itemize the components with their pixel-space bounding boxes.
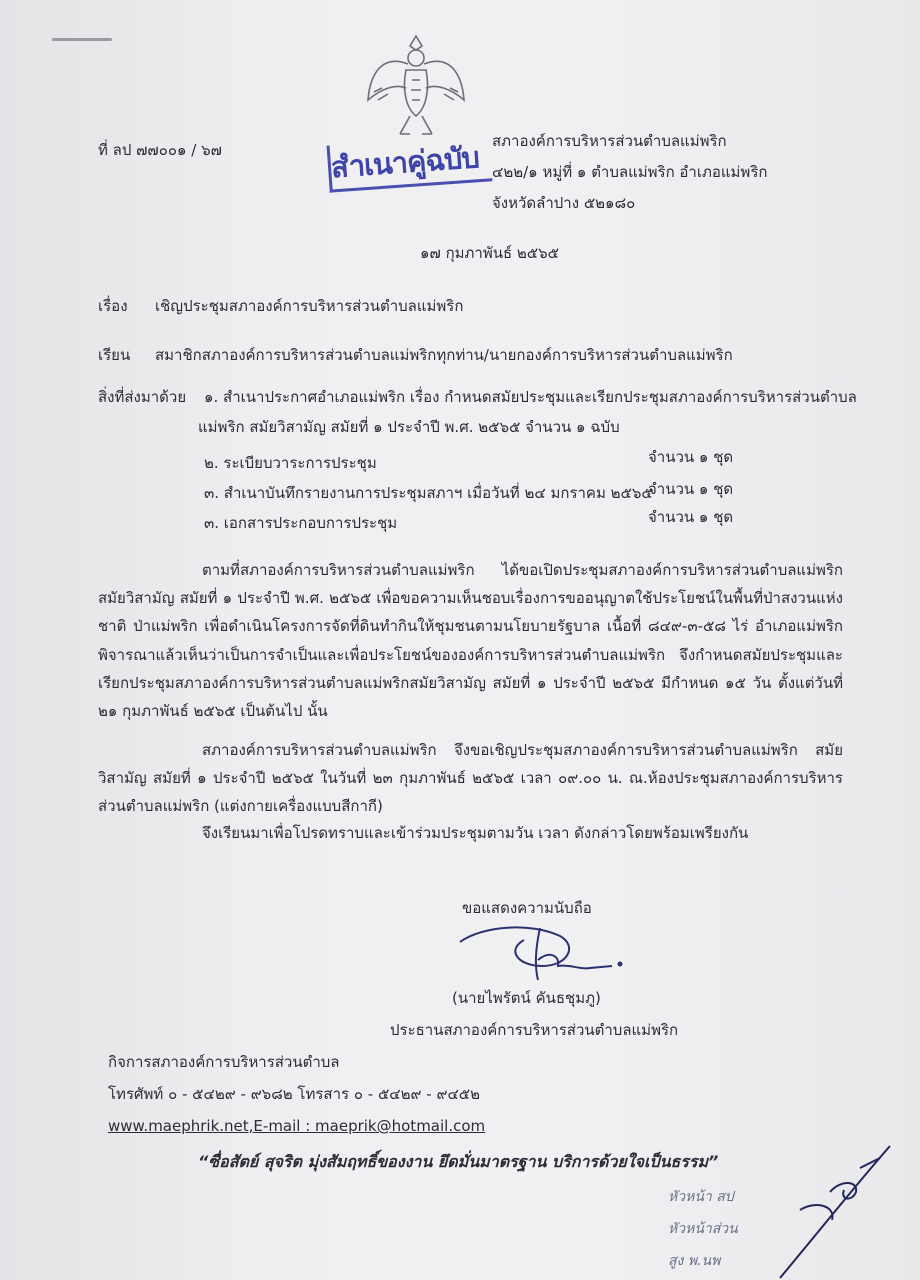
footer-website-email[interactable]: www.maephrik.net,E-mail : maeprik@hotmail.com xyxy=(108,1117,486,1135)
document-date: ๑๗ กุมภาพันธ์ ๒๕๖๕ xyxy=(420,244,560,262)
body-paragraph-3: จึงเรียนมาเพื่อโปรดทราบและเข้าร่วมประชุมตามวัน เวลา ดังกล่าวโดยพร้อมเพรียงกัน xyxy=(202,824,749,842)
body-paragraph-2: สภาองค์การบริหารส่วนตำบลแม่พริก จึงขอเชิญประชุมสภาองค์การบริหารส่วนตำบลแม่พริก สมัยวิสามัญ สมัยที่ ๑ ประจำปี ๒๕๖๕ ในวันที่ ๒๓ กุมภาพันธ์ ๒๕๖๕ เวลา ๐๙.๐๐ น. ณ.ห้องประชุมสภาองค์การบริหารส่วนตำบลแม่พริก (แต่งกายเครื่องแบบสีกากี) xyxy=(98,741,843,816)
body-paragraph-1: ตามที่สภาองค์การบริหารส่วนตำบลแม่พริก ได้ขอเปิดประชุมสภาองค์การบริหารส่วนตำบลแม่พริก สมัยวิสามัญ สมัยที่ ๑ ประจำปี พ.ศ. ๒๕๖๕ เพื่อขอความเห็นชอบเรื่องการขออนุญาตใช้ประโยชน์ในพื้นที่ป่าสงวนแห่งชาติ ป่าแม่พริก เพื่อดำเนินโครงการจัดที่ดินทำกินให้ชุมชนตามนโยบายรัฐบาล เนื้อที่ ๘๔๙-๓-๕๘ ไร่ อำเภอแม่พริกพิจารณาแล้วเห็นว่าเป็นการจำเป็นและเพื่อประโยชน์ขององค์การบริหารส่วนตำบลแม่พริก จึงกำหนดสมัยประชุมและเรียกประชุมสภาองค์การบริหารส่วนตำบลแม่พริกสมัยวิสามัญ สมัยที่ ๑ ประจำปี ๒๕๖๕ มีกำหนด ๑๕ วัน ตั้งแต่วันที่ ๒๑ กุมภาพันธ์ ๒๕๖๕ เป็นต้นไป นั้น xyxy=(98,561,843,721)
garuda-emblem xyxy=(362,30,470,142)
handwritten-initials xyxy=(740,1140,910,1280)
address-line-2: ๔๒๒/๑ หมู่ที่ ๑ ตำบลแม่พริก อำเภอแม่พริก xyxy=(492,163,768,181)
subject-text: เชิญประชุมสภาองค์การบริหารส่วนตำบลแม่พริก xyxy=(155,297,464,315)
subject-label: เรื่อง xyxy=(98,297,128,315)
routing-note-2: หัวหน้าส่วน xyxy=(668,1221,738,1237)
recipient-label: เรียน xyxy=(98,346,131,364)
enclosure-item-4-qty: จำนวน ๑ ชุด xyxy=(648,508,734,526)
recipient-text: สมาชิกสภาองค์การบริหารส่วนตำบลแม่พริกทุกท่าน/นายกองค์การบริหารส่วนตำบลแม่พริก xyxy=(155,346,733,364)
closing-salutation: ขอแสดงความนับถือ xyxy=(462,899,592,917)
reference-number: ที่ ลป ๗๗๐๐๑ / ๖๗ xyxy=(98,141,222,159)
enclosure-item-2-qty: จำนวน ๑ ชุด xyxy=(648,448,734,466)
copy-stamp: สำเนาคู่ฉบับ xyxy=(327,134,493,192)
footer-motto: “ซื่อสัตย์ สุจริต มุ่งสัมฤทธิ์ของงาน ยึดมั่นมาตรฐาน บริการด้วยใจเป็นธรรม” xyxy=(198,1152,719,1171)
address-line-1: สภาองค์การบริหารส่วนตำบลแม่พริก xyxy=(492,132,727,150)
enclosure-item-4: ๓. เอกสารประกอบการประชุม xyxy=(204,514,398,532)
handwritten-signature xyxy=(452,920,624,984)
signatory-name: (นายไพรัตน์ คันธชุมภู) xyxy=(452,989,601,1007)
enclosure-item-3: ๓. สำเนาบันทึกรายงานการประชุมสภาฯ เมื่อวันที่ ๒๔ มกราคม ๒๕๖๕ xyxy=(204,484,653,502)
routing-note-3: สูง พ.นพ xyxy=(668,1253,721,1269)
enclosure-item-1: ๑. สำเนาประกาศอำเภอแม่พริก เรื่อง กำหนดสมัยประชุมและเรียกประชุมสภาองค์การบริหารส่วนตำบล xyxy=(204,388,857,406)
routing-note-1: หัวหน้า สป xyxy=(668,1189,734,1205)
address-line-3: จังหวัดลำปาง ๕๒๑๘๐ xyxy=(492,194,636,212)
staple-mark xyxy=(52,38,112,41)
footer-office: กิจการสภาองค์การบริหารส่วนตำบล xyxy=(108,1053,340,1071)
signatory-position: ประธานสภาองค์การบริหารส่วนตำบลแม่พริก xyxy=(390,1021,679,1039)
enclosures-label: สิ่งที่ส่งมาด้วย xyxy=(98,388,187,406)
enclosure-item-1-cont: แม่พริก สมัยวิสามัญ สมัยที่ ๑ ประจำปี พ.ศ. ๒๕๖๕ จำนวน ๑ ฉบับ xyxy=(198,418,620,436)
enclosure-item-3-qty: จำนวน ๑ ชุด xyxy=(648,480,734,498)
enclosure-item-2: ๒. ระเบียบวาระการประชุม xyxy=(204,454,377,472)
footer-phone: โทรศัพท์ ๐ - ๕๔๒๙ - ๙๖๘๒ โทรสาร ๐ - ๕๔๒๙ - ๙๔๕๒ xyxy=(108,1085,481,1103)
